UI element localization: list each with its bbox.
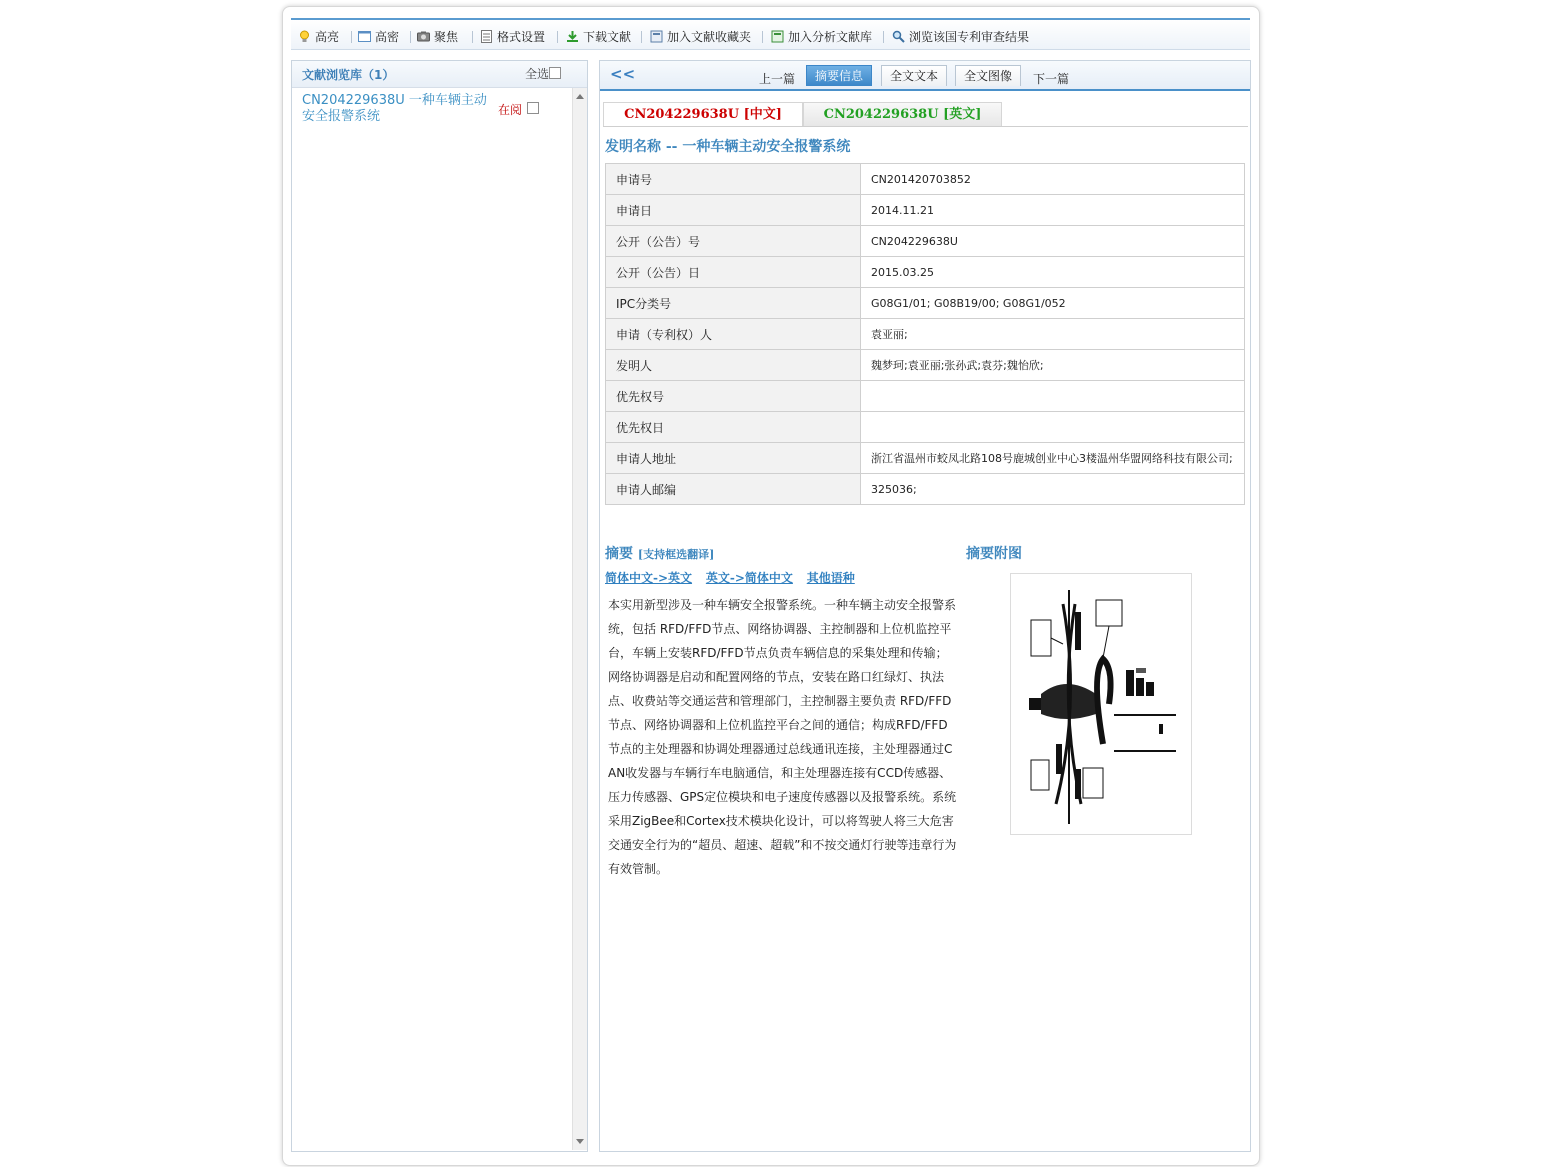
field-label: 申请号 <box>606 164 861 195</box>
field-value: G08G1/01; G08B19/00; G08G1/052 <box>861 288 1245 319</box>
field-value: CN201420703852 <box>861 164 1245 195</box>
toolbar <box>291 18 1250 50</box>
field-label: IPC分类号 <box>606 288 861 319</box>
magnifier-icon <box>892 30 905 43</box>
field-row <box>606 164 1245 195</box>
download-icon <box>566 30 579 43</box>
select-all[interactable]: 全选 <box>525 61 561 87</box>
scroll-down-icon[interactable] <box>576 1139 584 1144</box>
tab-english[interactable]: CN204229638U [英文] <box>803 102 1002 126</box>
camera-icon <box>417 30 430 43</box>
collapse-button[interactable]: << <box>610 65 636 83</box>
field-row <box>606 443 1245 474</box>
invention-title: 发明名称 -- 一种车辆主动安全报警系统 <box>605 139 851 155</box>
library-icon <box>771 30 784 43</box>
document-link[interactable]: CN204229638U 一种车辆主动安全报警系统 <box>302 93 487 124</box>
field-value: CN204229638U <box>861 226 1245 257</box>
translation-links <box>605 569 865 586</box>
toolbar-divider <box>410 31 411 43</box>
abstract-text: 本实用新型涉及一种车辆安全报警系统。一种车辆主动安全报警系统，包括 RFD/FFD节点、网络协调器、主控制器和上位机监控平台，车辆上安装RFD/FFD节点负责车辆信息的采集处理和传输；网络协调器是启动和配置网络的节点，安装在路口红绿灯、执法点、收费站等交通运营和管理部门，主控制器主要负责 RFD/FFD节点、网络协调器和上位机监控平台之间的通信；构成RFD/FFD节点的主处理器和协调处理器通过总线通讯连接，主处理器通过CAN收发器与车辆行车电脑通信，和主处理器连接有CCD传感器、压力传感器、GPS定位模块和电子速度传感器以及报警系统。系统采用ZigBee和Cortex技术模块化设计，可以将驾驶人将三大危害交通安全行为的“超员、超速、超载”和不按交通灯行驶等违章行为有效管制。 <box>608 598 957 876</box>
tab-chinese[interactable]: CN204229638U [中文] <box>603 102 803 126</box>
download-button[interactable]: 下载文献 <box>566 29 631 45</box>
document-checkbox[interactable] <box>527 102 539 114</box>
field-value: 2015.03.25 <box>861 257 1245 288</box>
field-value <box>861 381 1245 412</box>
field-row <box>606 350 1245 381</box>
field-row <box>606 226 1245 257</box>
document-browser-title: 文献浏览库（1） <box>302 68 395 82</box>
toolbar-divider <box>641 31 642 43</box>
select-all-checkbox[interactable] <box>549 67 561 79</box>
add-to-analysis-button[interactable]: 加入分析文献库 <box>771 29 872 45</box>
field-value: 2014.11.21 <box>861 195 1245 226</box>
left-scrollbar[interactable] <box>572 88 587 1150</box>
folder-icon <box>650 30 663 43</box>
field-label: 公开（公告）日 <box>606 257 861 288</box>
toolbar-divider <box>883 31 884 43</box>
field-label: 申请人地址 <box>606 443 861 474</box>
other-languages-link[interactable]: 其他语种 <box>806 571 855 585</box>
add-to-favorites-button[interactable]: 加入文献收藏夹 <box>650 29 751 45</box>
field-label: 申请人邮编 <box>606 474 861 505</box>
language-tabs <box>603 102 1248 127</box>
prev-link[interactable]: 上一篇 <box>759 72 796 86</box>
abstract-figure-heading: 摘要附图 <box>966 546 1022 562</box>
document-icon <box>480 30 493 43</box>
translate-cn-to-en-link[interactable]: 简体中文->英文 <box>605 571 693 585</box>
bibliographic-table <box>605 163 1245 505</box>
document-browser-panel <box>291 60 588 1152</box>
field-label: 公开（公告）号 <box>606 226 861 257</box>
toolbar-divider <box>351 31 352 43</box>
field-value: 325036; <box>861 474 1245 505</box>
focus-button[interactable]: 聚焦 <box>417 29 458 45</box>
lightbulb-icon <box>298 30 311 43</box>
field-row <box>606 257 1245 288</box>
document-browser-header <box>292 61 587 88</box>
tab-abstract-info[interactable]: 摘要信息 <box>806 65 872 86</box>
translate-hint: [支持框选翻译] <box>637 548 715 561</box>
reading-status: 在阅 <box>498 103 523 117</box>
abstract-figure[interactable] <box>1010 573 1192 835</box>
field-label: 优先权号 <box>606 381 861 412</box>
scroll-up-icon[interactable] <box>576 94 584 99</box>
field-row <box>606 195 1245 226</box>
field-label: 优先权日 <box>606 412 861 443</box>
field-row <box>606 474 1245 505</box>
document-detail-panel <box>599 60 1251 1152</box>
field-value: 袁亚丽; <box>861 319 1245 350</box>
field-row <box>606 319 1245 350</box>
field-row <box>606 288 1245 319</box>
field-label: 发明人 <box>606 350 861 381</box>
field-label: 申请日 <box>606 195 861 226</box>
format-settings-button[interactable]: 格式设置 <box>480 29 545 45</box>
next-link[interactable]: 下一篇 <box>1033 72 1070 86</box>
toolbar-divider <box>472 31 473 43</box>
field-value: 魏梦珂;袁亚丽;张孙武;袁芬;魏怡欣; <box>861 350 1245 381</box>
field-value: 浙江省温州市蛟凤北路108号鹿城创业中心3楼温州华盟网络科技有限公司; <box>861 443 1245 474</box>
field-value <box>861 412 1245 443</box>
field-label: 申请（专利权）人 <box>606 319 861 350</box>
field-row <box>606 412 1245 443</box>
high-density-button[interactable]: 高密 <box>358 29 399 45</box>
abstract-heading: 摘要 [支持框选翻译] <box>605 546 715 562</box>
toolbar-divider <box>557 31 558 43</box>
translate-en-to-cn-link[interactable]: 英文->简体中文 <box>705 571 793 585</box>
tab-full-image[interactable]: 全文图像 <box>955 65 1021 86</box>
window-icon <box>358 30 371 43</box>
toolbar-divider <box>762 31 763 43</box>
tab-full-text[interactable]: 全文文本 <box>881 65 947 86</box>
browse-examination-button[interactable]: 浏览该国专利审查结果 <box>892 29 1029 45</box>
field-row <box>606 381 1245 412</box>
highlight-button[interactable]: 高亮 <box>298 29 339 45</box>
detail-header <box>600 61 1250 91</box>
intersection-diagram-icon <box>1011 574 1191 834</box>
